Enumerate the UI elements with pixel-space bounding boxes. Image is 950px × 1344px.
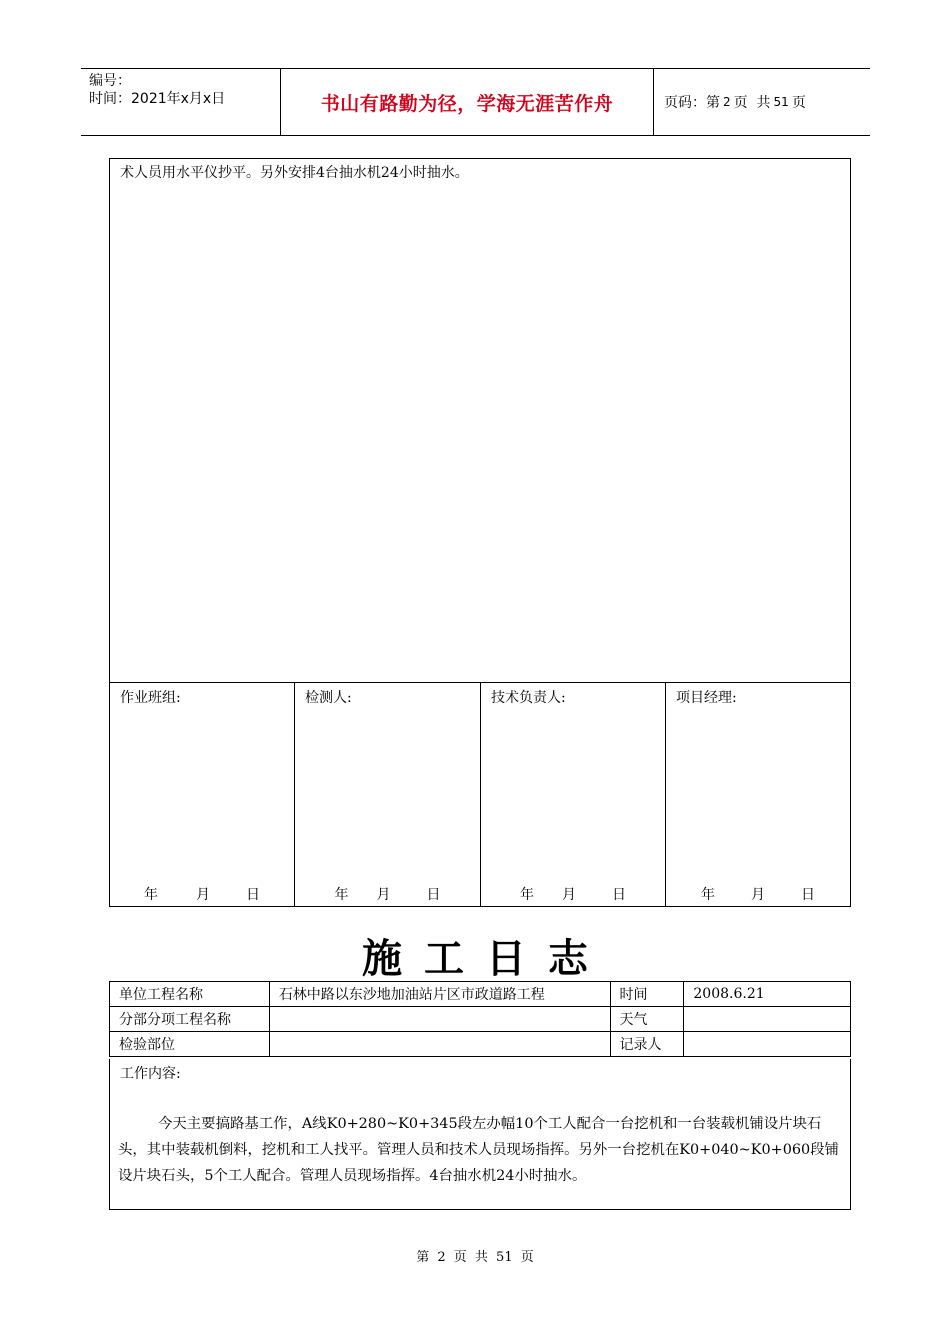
weather-value <box>684 1007 851 1032</box>
signature-date <box>481 884 665 904</box>
page-suffix: 页 <box>791 95 806 111</box>
part-value <box>269 1032 610 1057</box>
signature-date <box>666 884 850 904</box>
recorder-value <box>684 1032 851 1057</box>
page-indicator <box>654 69 870 135</box>
continued-log-box <box>109 158 851 907</box>
work-text: 今天主要搞路基工作，A线K0+280~K0+345段左办幅10个工人配合一台挖机和一台装载机铺设片块石头，其中装载机倒料，挖机和工人找平。管理人员和技术人员现场指挥。另外一台挖机在K0+040~K0+060段铺设片块石头，5个工人配合。管理人员现场指挥。4台抽水机24小时抽水。 <box>118 1116 839 1184</box>
signature-cell-manager <box>666 683 850 907</box>
table-row <box>110 982 851 1007</box>
date-year: 年 <box>701 887 715 903</box>
signature-cell-team <box>110 683 295 907</box>
date-day: 日 <box>246 887 260 903</box>
table-row <box>110 1032 851 1057</box>
date-year: 年 <box>144 887 158 903</box>
signature-date <box>295 884 480 904</box>
page-footer: 第 2 页 共 51 页 <box>416 1250 534 1265</box>
unit-value: 石林中路以东沙地加油站片区市政道路工程 <box>269 982 610 1007</box>
recorder-label: 记录人 <box>610 1032 684 1057</box>
date-day: 日 <box>426 887 441 903</box>
part-label: 检验部位 <box>110 1032 270 1057</box>
signature-label: 项目经理: <box>676 690 737 706</box>
sub-label: 分部分项工程名称 <box>110 1007 270 1032</box>
work-label: 工作内容: <box>120 1066 181 1082</box>
header-meta <box>81 69 281 135</box>
unit-label: 单位工程名称 <box>110 982 270 1007</box>
signature-cell-inspector <box>295 683 481 907</box>
work-content-box <box>109 1059 851 1210</box>
signature-label: 技术负责人: <box>491 690 566 706</box>
signature-row <box>110 682 850 907</box>
date-day: 日 <box>801 887 815 903</box>
page-header <box>81 68 870 136</box>
date-year: 年 <box>520 887 534 903</box>
date-month: 月 <box>562 887 576 903</box>
page-current: 2 <box>723 95 731 109</box>
date-year: 年 <box>334 887 349 903</box>
page-total: 51 <box>773 95 789 109</box>
signature-label: 作业班组: <box>120 690 181 706</box>
time-value: 2008.6.21 <box>684 982 851 1007</box>
date-month: 月 <box>376 887 391 903</box>
signature-label: 检测人: <box>305 690 352 706</box>
page-prefix: 页码：第 <box>664 95 720 111</box>
page-mid: 页 共 <box>733 95 771 111</box>
time-label: 时间：2021年x月x日 <box>89 91 226 107</box>
table-row <box>110 1007 851 1032</box>
weather-label: 天气 <box>610 1007 684 1032</box>
log-info-table <box>109 981 851 1057</box>
date-month: 月 <box>196 887 210 903</box>
motto: 书山有路勤为径，学海无涯苦作舟 <box>281 69 654 135</box>
signature-cell-tech-lead <box>481 683 666 907</box>
sub-value <box>269 1007 610 1032</box>
date-month: 月 <box>751 887 765 903</box>
number-label: 编号： <box>89 73 131 89</box>
time-label: 时间 <box>610 982 684 1007</box>
log-title: 施工日志 <box>362 935 610 982</box>
signature-date <box>110 884 294 904</box>
date-day: 日 <box>612 887 626 903</box>
continued-text: 术人员用水平仪抄平。另外安排4台抽水机24小时抽水。 <box>120 165 469 181</box>
